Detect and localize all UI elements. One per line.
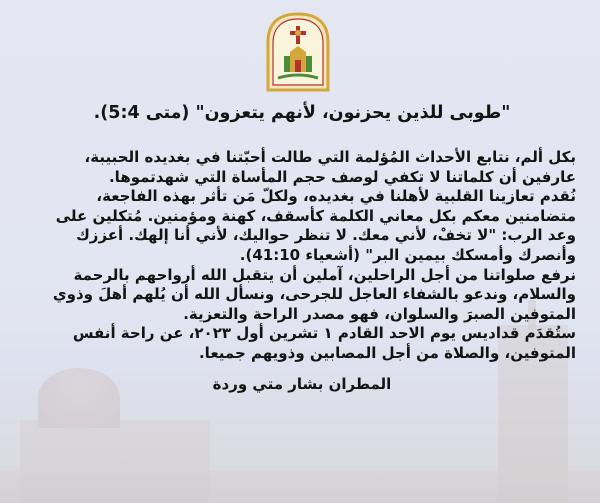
paragraph-2: نُقدم تعازينا القلبية لأهلنا في بغديده، ولكلّ مَن تأثر بهذه الفاجعة، متضامنين معكم بكل معاني الكلمة كأسقف، كهنة ومؤمنين. مُتكلين على وعد الرب: "لا تخفْ، لأني معك. لا تنظر حواليك، لأني أنا إلهك. أعززك وأنصرك وأمسكك بيمين البر" (أشعياء 41:10). [55,187,576,264]
paragraph-3: نرفع صلواتنا من أجل الراحلين، آملين أن يتقبل الله أرواحهم بالرحمة والسلام، وندعو بالشفاء العاجل للجرحى، ونسأل الله أن يُلهم أهلَ وذوي المتوفين الصبرَ والسلوان، فهو مصدر الراحة والتعزية. [52,265,576,323]
paragraph-4: ستُقدَم قداديس يوم الاحد القادم ١ تشرين أول ٢٠٢٣، عن راحة أنفس المتوفين، والصلاة من أجل المصابين وذويهم جميعا. [72,324,576,362]
signature: المطران بشار متي وردة [212,374,392,393]
paragraph-1: بكل ألم، نتابع الأحداث المُؤلمة التي طالت أحبّتنا في بغديده الحبيبة، عارفين أن كلماتنا لا تكفي لوصف حجم المأساة التي شهدتموها. [84,148,576,186]
letter-body [28,100,576,394]
letter-title: "طوبى للذين يحزنون، لأنهم يتعزون" (متى 5:4). [93,103,511,123]
church-crest-icon [266,12,330,92]
